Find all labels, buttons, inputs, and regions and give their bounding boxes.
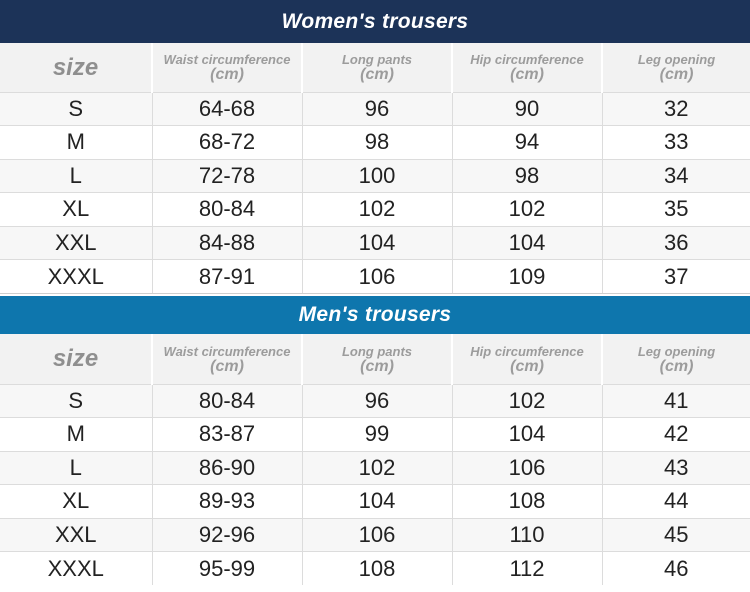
size-cell: XL [0,193,152,227]
leg-cell: 34 [602,159,750,193]
waist-cell: 84-88 [152,226,302,260]
hip-cell: 102 [452,193,602,227]
table-row [0,126,750,160]
women-header-hip-unit: (cm) [510,66,544,84]
men-header-leg [602,334,750,384]
hip-cell: 102 [452,384,602,418]
men-size-table [0,334,750,585]
leg-cell: 42 [602,418,750,452]
men-header-length-unit: (cm) [360,357,394,375]
men-title-banner: Men's trousers [0,296,750,334]
waist-cell: 80-84 [152,384,302,418]
leg-cell: 43 [602,451,750,485]
length-cell: 99 [302,418,452,452]
women-header-row [0,43,750,92]
hip-cell: 104 [452,226,602,260]
men-header-size: size [0,334,152,384]
leg-cell: 32 [602,92,750,126]
men-header-length-label: Long pants [341,343,413,359]
women-header-waist-label: Waist circumference [163,52,291,68]
women-header-length-label: Long pants [341,52,413,68]
table-row [0,226,750,260]
hip-cell: 108 [452,485,602,519]
hip-cell: 104 [452,418,602,452]
men-header-leg-unit: (cm) [659,357,694,375]
size-cell: S [0,92,152,126]
table-row [0,193,750,227]
leg-cell: 45 [602,518,750,552]
women-header-waist [152,43,302,92]
waist-cell: 92-96 [152,518,302,552]
length-cell: 106 [302,260,452,294]
waist-cell: 95-99 [152,552,302,586]
size-cell: S [0,384,152,418]
men-header-length [302,334,452,384]
length-cell: 106 [302,518,452,552]
women-header-length-unit: (cm) [360,66,394,84]
men-header-leg-label: Leg opening [637,343,716,359]
size-cell: L [0,159,152,193]
hip-cell: 106 [452,451,602,485]
table-row [0,518,750,552]
length-cell: 102 [302,193,452,227]
women-header-leg-unit: (cm) [659,66,694,84]
hip-cell: 110 [452,518,602,552]
women-header-leg [602,43,750,92]
size-cell: XXXL [0,260,152,294]
leg-cell: 46 [602,552,750,586]
length-cell: 98 [302,126,452,160]
length-cell: 102 [302,451,452,485]
size-cell: L [0,451,152,485]
size-cell: XL [0,485,152,519]
hip-cell: 90 [452,92,602,126]
table-row [0,552,750,586]
leg-cell: 36 [602,226,750,260]
waist-cell: 86-90 [152,451,302,485]
length-cell: 96 [302,384,452,418]
length-cell: 108 [302,552,452,586]
women-header-length [302,43,452,92]
waist-cell: 80-84 [152,193,302,227]
waist-cell: 68-72 [152,126,302,160]
size-cell: M [0,126,152,160]
men-header-waist-unit: (cm) [210,357,244,375]
table-row [0,159,750,193]
hip-cell: 98 [452,159,602,193]
leg-cell: 35 [602,193,750,227]
men-header-waist-label: Waist circumference [163,343,291,359]
men-header-waist [152,334,302,384]
table-row [0,92,750,126]
leg-cell: 41 [602,384,750,418]
men-header-hip-unit: (cm) [510,357,544,375]
women-header-size: size [0,43,152,92]
length-cell: 104 [302,226,452,260]
size-cell: XXXL [0,552,152,586]
table-row [0,260,750,294]
leg-cell: 33 [602,126,750,160]
waist-cell: 83-87 [152,418,302,452]
women-size-chart [0,0,750,294]
women-header-waist-unit: (cm) [210,66,244,84]
table-row [0,485,750,519]
men-header-row [0,334,750,384]
table-row [0,384,750,418]
men-header-hip-label: Hip circumference [470,343,584,359]
hip-cell: 112 [452,552,602,586]
men-size-chart [0,296,750,585]
leg-cell: 44 [602,485,750,519]
leg-cell: 37 [602,260,750,294]
women-header-hip [452,43,602,92]
length-cell: 96 [302,92,452,126]
women-title-banner: Women's trousers [0,0,750,43]
hip-cell: 94 [452,126,602,160]
size-cell: M [0,418,152,452]
length-cell: 100 [302,159,452,193]
waist-cell: 72-78 [152,159,302,193]
women-size-table [0,43,750,293]
women-header-leg-label: Leg opening [637,52,716,68]
size-cell: XXL [0,226,152,260]
length-cell: 104 [302,485,452,519]
waist-cell: 87-91 [152,260,302,294]
men-header-hip [452,334,602,384]
table-row [0,418,750,452]
size-cell: XXL [0,518,152,552]
waist-cell: 89-93 [152,485,302,519]
women-header-hip-label: Hip circumference [470,52,584,68]
waist-cell: 64-68 [152,92,302,126]
table-row [0,451,750,485]
hip-cell: 109 [452,260,602,294]
